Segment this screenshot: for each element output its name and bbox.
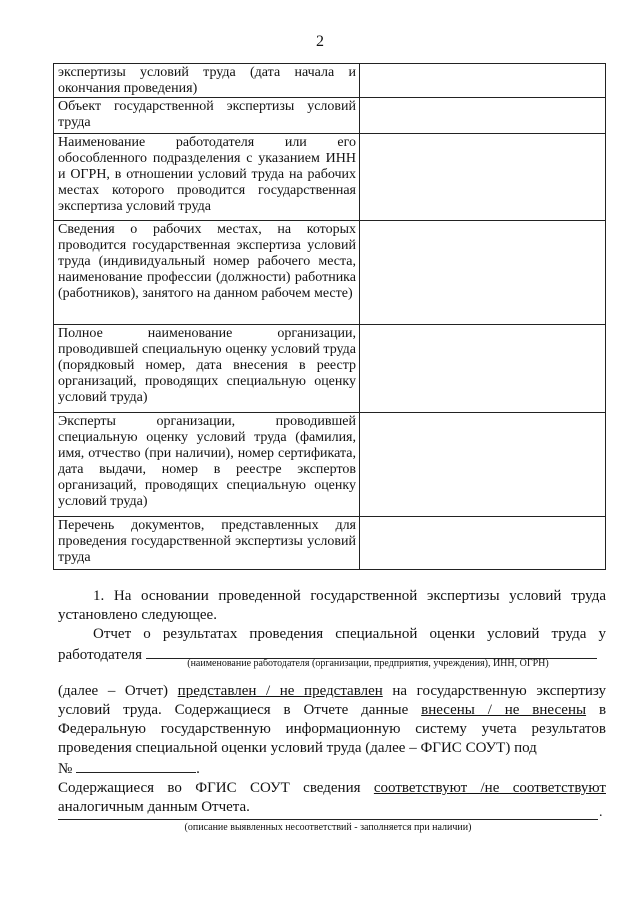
table-row <box>54 413 606 517</box>
report-prefix: Отчет о результатах проведения специальной оценки условий труда у работодателя <box>58 626 606 663</box>
table-row-value-field[interactable] <box>360 134 606 221</box>
page-number: 2 <box>316 33 324 50</box>
status-mid: на государственную экспертизу условий труда. Содержащиеся в Отчете данные <box>58 683 607 718</box>
table-row-value-field[interactable] <box>360 413 606 517</box>
table-row <box>54 98 606 134</box>
status-paragraph <box>58 682 607 820</box>
table-row <box>54 325 606 413</box>
table-row-value-field[interactable] <box>360 325 606 413</box>
mismatch-description-field[interactable] <box>58 819 598 820</box>
table-row-value-field[interactable] <box>360 221 606 325</box>
table-row-label: Объект государственной экспертизы условий труда <box>54 98 360 134</box>
submitted-option[interactable]: представлен / не представлен <box>177 683 383 699</box>
employer-caption: (наименование работодателя (организации, предприятия, учреждения), ИНН, ОГРН) <box>187 658 549 669</box>
table-row-label: Сведения о рабочих местах, на которых проводится государственная экспертиза условий труда (индивидуальный номер рабочего места, наименование профессии (должности) работника (работников), занятого на данном рабочем месте) <box>54 221 360 325</box>
conformity-option[interactable]: соответствуют /не соответствуют <box>373 780 606 796</box>
registry-number-field[interactable] <box>76 758 196 773</box>
employer-name-field[interactable] <box>146 644 597 659</box>
number-sign: № <box>58 761 73 777</box>
table-row-value-field[interactable] <box>360 517 606 570</box>
entered-option[interactable]: внесены / не внесены <box>421 702 587 718</box>
table-row-value-field[interactable] <box>360 98 606 134</box>
table-row-label: Наименование работодателя или его обособленного подразделения с указанием ИНН и ОГРН, в отношении условий труда на рабочих местах которого проводится государственная экспертиза условий труда <box>54 134 360 221</box>
table-row-label: Перечень документов, представленных для проведения государственной экспертизы условий труда <box>54 517 360 570</box>
table-row-label: Полное наименование организации, проводившей специальную оценку условий труда (порядковый номер, дата внесения в реестр организаций, проводящих специальную оценку условий труда) <box>54 325 360 413</box>
section1-intro: 1. На основании проведенной государственной экспертизы условий труда установлено следующее. <box>58 588 606 623</box>
status-end: в Федеральную государственную информационную систему учета результатов проведения специальной оценки условий труда (далее – ФГИС СОУТ) под <box>58 702 607 756</box>
fgis-start: Содержащиеся во ФГИС СОУТ сведения <box>58 780 361 796</box>
fgis-end: аналогичным данным Отчета. <box>58 799 250 815</box>
number-dot: . <box>196 761 200 777</box>
mismatch-dot: . <box>599 805 603 820</box>
table-row <box>54 134 606 221</box>
table-row <box>54 221 606 325</box>
expertise-info-table <box>53 63 606 570</box>
table-row-label: Эксперты организации, проводившей специальную оценку условий труда (фамилия, имя, отчество (при наличии), номер сертификата, дата выдачи, номер в реестре экспертов организаций, проводящих специальную оценку условий труда) <box>54 413 360 517</box>
table-row <box>54 517 606 570</box>
mismatch-caption: (описание выявленных несоответствий - заполняется при наличии) <box>184 822 472 833</box>
status-start: (далее – Отчет) <box>58 683 169 699</box>
table-row-value-field[interactable] <box>360 64 606 98</box>
table-row-label: экспертизы условий труда (дата начала и окончания проведения) <box>54 64 360 98</box>
table-row <box>54 64 606 98</box>
